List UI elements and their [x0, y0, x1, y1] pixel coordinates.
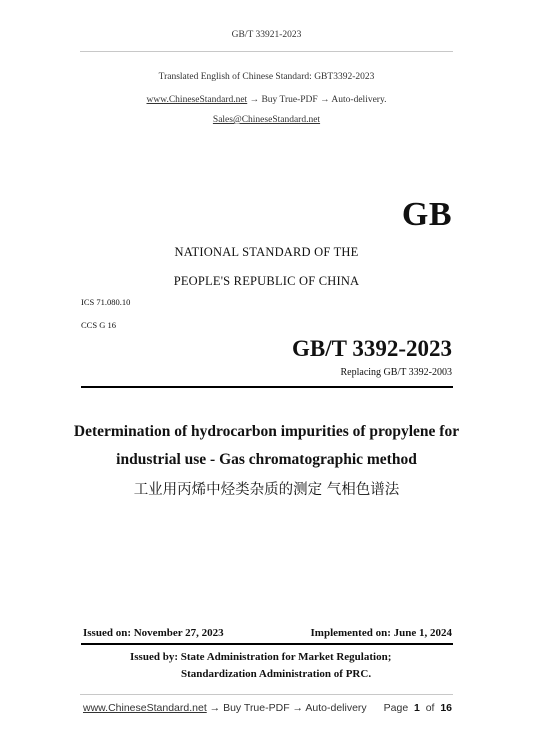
- arrow-right-icon: →: [247, 95, 262, 105]
- header-divider: [80, 51, 453, 52]
- ics-code: ICS 71.080.10: [81, 297, 131, 307]
- issued-on-date: Issued on: November 27, 2023: [83, 627, 224, 639]
- national-standard-line2: PEOPLE'S REPUBLIC OF CHINA: [173, 274, 360, 288]
- footer-links: [83, 702, 367, 714]
- buy-pdf-text: Buy True-PDF: [261, 95, 318, 105]
- total-pages: 16: [440, 702, 452, 714]
- dates-divider: [81, 643, 453, 645]
- page-number: 1: [414, 702, 420, 714]
- title-line-2: industrial use - Gas chromatographic method: [116, 451, 417, 468]
- issued-by-line-2: Standardization Administration of PRC.: [181, 668, 372, 680]
- arrow-right-icon: →: [206, 702, 224, 714]
- issued-by-line-1: Issued by: State Administration for Market Regulation;: [130, 651, 392, 663]
- title-line-1: Determination of hydrocarbon impurities of propylene for: [73, 423, 460, 440]
- sales-email-link[interactable]: Sales@ChineseStandard.net: [212, 115, 321, 125]
- standard-number: GB/T 3392-2023: [292, 336, 452, 361]
- arrow-right-icon: →: [317, 95, 332, 105]
- site-link[interactable]: www.ChineseStandard.net: [146, 95, 248, 105]
- arrow-right-icon: →: [289, 702, 306, 714]
- footer-buy-text: Buy True-PDF: [223, 702, 290, 714]
- national-standard-line1: NATIONAL STANDARD OF THE: [174, 245, 359, 259]
- auto-delivery-text: Auto-delivery.: [331, 95, 387, 105]
- implemented-on-date: Implemented on: June 1, 2024: [310, 627, 452, 639]
- of-label: of: [425, 702, 435, 714]
- gb-mark: GB: [401, 196, 452, 233]
- ccs-code: CCS G 16: [81, 320, 116, 330]
- footer-divider: [80, 694, 453, 695]
- footer-site-link[interactable]: www.ChineseStandard.net: [83, 702, 207, 714]
- replacing-note: Replacing GB/T 3392-2003: [340, 367, 452, 378]
- page-label: Page: [383, 702, 409, 714]
- title-chinese: 工业用丙烯中烃类杂质的测定 气相色谱法: [133, 482, 400, 498]
- purchase-links: [0, 95, 533, 105]
- title-divider: [81, 386, 453, 388]
- running-header: GB/T 33921-2023: [231, 30, 302, 40]
- page-indicator: [384, 702, 452, 714]
- translation-notice: Translated English of Chinese Standard: GBT3392-2023: [158, 72, 375, 82]
- footer-delivery-text: Auto-delivery: [305, 702, 367, 714]
